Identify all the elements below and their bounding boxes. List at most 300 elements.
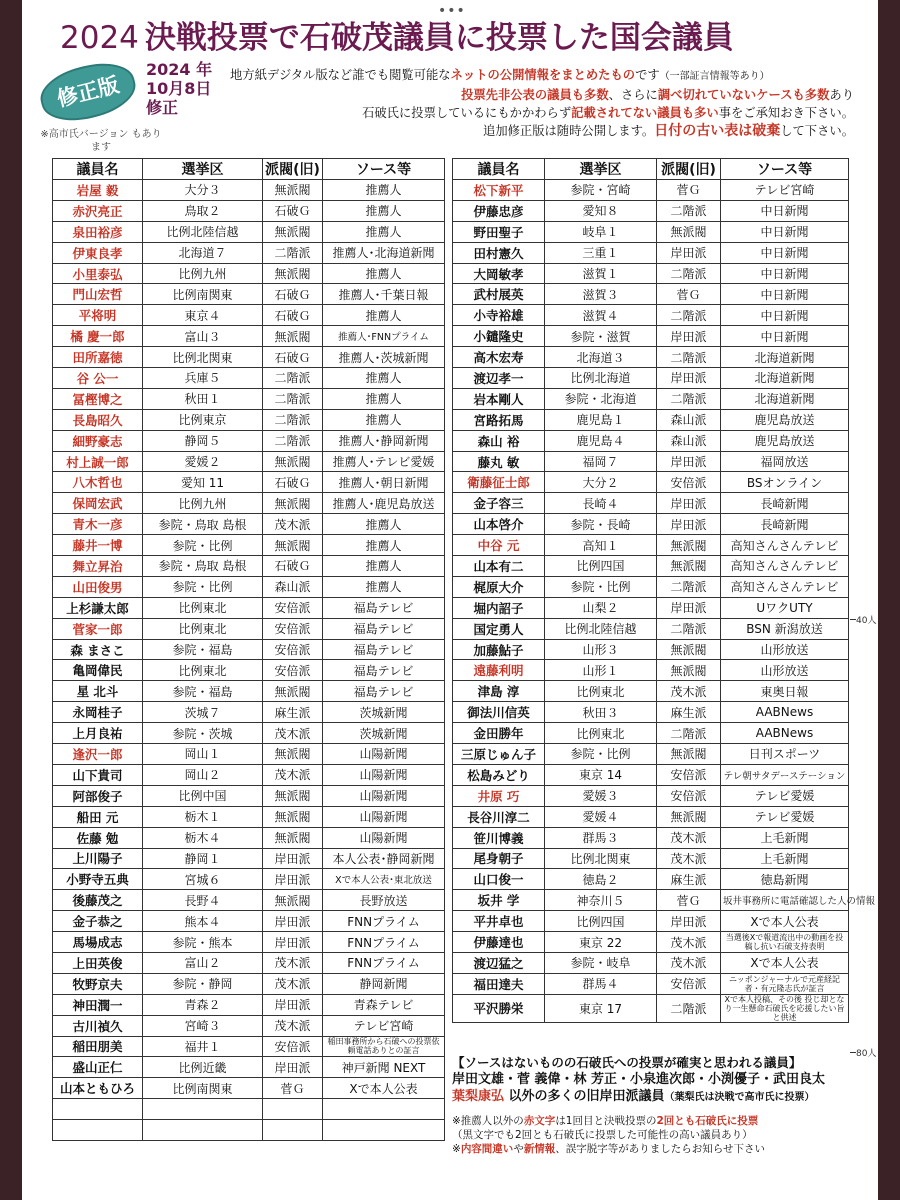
member-name: 阿部俊子 [53,785,143,806]
member-faction: 二階派 [657,263,721,284]
table-row [53,890,445,911]
member-source: 神戸新聞 NEXT [323,1057,445,1078]
member-source: 中日新聞 [721,221,849,242]
member-source: 山形放送 [721,660,849,681]
member-source: 推薦人 [323,263,445,284]
member-source: 高知さんさんテレビ [721,576,849,597]
table-header-row [53,159,445,180]
member-name: 青木一彦 [53,514,143,535]
member-source: Xで本人公表 [323,1078,445,1099]
member-source: 高知さんさんテレビ [721,535,849,556]
member-district: 参院・熊本 [143,932,263,953]
member-name: 細野豪志 [53,430,143,451]
member-district: 参院・長崎 [545,514,657,535]
table-row [53,200,445,221]
member-faction: 二階派 [263,242,323,263]
table-row [53,1036,445,1057]
member-faction [263,1120,323,1141]
member-source: テレビ宮崎 [721,180,849,201]
member-faction: 無派閥 [657,221,721,242]
member-source: 東奥日報 [721,681,849,702]
member-district: 比例東北 [545,681,657,702]
member-district [143,1120,263,1141]
notes-section [452,1054,848,1156]
table-row [53,368,445,389]
title-year: 2024 [60,20,139,56]
member-source: 推薦人･北海道新聞 [323,242,445,263]
footnote-red-text: ※推薦人以外の赤文字は1回目と決戦投票の2回とも石破氏に投票 [452,1115,759,1127]
table-row [53,723,445,744]
member-name: 坂井 学 [453,890,545,911]
member-source: 高知さんさんテレビ [721,556,849,577]
table-row [453,326,849,347]
member-source: 中日新聞 [721,242,849,263]
member-name: 上田英俊 [53,952,143,973]
member-district: 参院・比例 [545,744,657,765]
header-district: 選挙区 [545,159,657,180]
member-source: 鹿児島放送 [721,430,849,451]
member-name: 岩屋 毅 [53,180,143,201]
member-district: 比例九州 [143,493,263,514]
member-source: 茨城新聞 [323,723,445,744]
member-district: 秋田１ [143,388,263,409]
table-row [53,597,445,618]
member-table-left [52,158,445,1141]
member-name: 稲田朋美 [53,1036,143,1057]
member-source: 坂井事務所に電話確認した人の情報 [721,890,849,911]
member-name: 牧野京夫 [53,973,143,994]
member-source: 北海道新聞 [721,368,849,389]
header-name: 議員名 [453,159,545,180]
member-source: 山陽新聞 [323,785,445,806]
member-district: 北海道３ [545,347,657,368]
member-faction: 二階派 [657,994,721,1022]
member-district: 参院・滋賀 [545,326,657,347]
title-text: 決戦投票で石破茂議員に投票した国会議員 [144,20,734,56]
table-row [53,263,445,284]
header-name: 議員名 [53,159,143,180]
member-source: 茨城新聞 [323,702,445,723]
member-faction: 岸田派 [263,848,323,869]
member-name: 松下新平 [453,180,545,201]
member-faction: 無派閥 [263,221,323,242]
member-district: 参院・北海道 [545,388,657,409]
member-district: 大分３ [143,180,263,201]
member-district: 比例東北 [143,660,263,681]
table-row [53,911,445,932]
member-faction: 岸田派 [263,994,323,1015]
member-faction: 安倍派 [263,639,323,660]
table-row [453,702,849,723]
member-faction: 岸田派 [657,451,721,472]
member-name: 小野寺五典 [53,869,143,890]
member-source: 青森テレビ [323,994,445,1015]
member-faction: 茂木派 [263,514,323,535]
table-row [453,827,849,848]
member-district: 愛知８ [545,200,657,221]
member-faction: 無派閥 [263,890,323,911]
member-faction: 無派閥 [263,806,323,827]
table-row [53,326,445,347]
member-source: ニッポンジャーナルで元産経記者・有元隆志氏が証言 [721,973,849,994]
table-row [453,932,849,953]
table-row [453,535,849,556]
member-faction: 石破Ｇ [263,472,323,493]
member-district: 比例東北 [545,723,657,744]
member-faction: 安倍派 [657,785,721,806]
member-name: 後藤茂之 [53,890,143,911]
member-source: 本人公表･静岡新聞 [323,848,445,869]
table-row [53,347,445,368]
table-row [453,660,849,681]
member-name: 中谷 元 [453,535,545,556]
member-source: 推薦人 [323,368,445,389]
member-name: 山田俊男 [53,576,143,597]
member-district: 岡山２ [143,764,263,785]
table-row [53,973,445,994]
member-district: 鹿児島１ [545,409,657,430]
member-faction: 二階派 [657,388,721,409]
member-district: 鹿児島４ [545,430,657,451]
member-name: 金子容三 [453,493,545,514]
member-source: 長崎新聞 [721,493,849,514]
member-name: 上川陽子 [53,848,143,869]
member-source: 山陽新聞 [323,744,445,765]
member-faction: 菅Ｇ [657,284,721,305]
member-faction: 岸田派 [657,514,721,535]
table-row [53,618,445,639]
member-name: 国定勇人 [453,618,545,639]
member-source: FNNプライム [323,952,445,973]
member-district: 比例北海道 [545,368,657,389]
member-source: 推薦人 [323,409,445,430]
member-district: 宮崎３ [143,1015,263,1036]
member-faction: 茂木派 [263,1015,323,1036]
member-faction: 茂木派 [263,764,323,785]
member-faction: 無派閥 [263,451,323,472]
table-row [453,347,849,368]
member-name: 金子恭之 [53,911,143,932]
member-source: 福島テレビ [323,660,445,681]
member-faction: 無派閥 [657,806,721,827]
member-faction: 岸田派 [263,869,323,890]
member-source: 推薦人･FNNプライム [323,326,445,347]
member-name: 泉田裕彦 [53,221,143,242]
member-faction: 石破Ｇ [263,305,323,326]
member-district: 東京 22 [545,932,657,953]
member-district: 岐阜１ [545,221,657,242]
member-name: 高木宏寿 [453,347,545,368]
member-source: 上毛新聞 [721,848,849,869]
intro-text [230,66,870,140]
table-row [453,618,849,639]
table-row [453,430,849,451]
member-source: 推薦人 [323,535,445,556]
page-title [60,12,860,57]
member-name: 山口俊一 [453,869,545,890]
member-source: BSN 新潟放送 [721,618,849,639]
table-row [53,932,445,953]
member-source: 推薦人･静岡新聞 [323,430,445,451]
member-name: 小里泰弘 [53,263,143,284]
member-faction: 二階派 [657,618,721,639]
table-row [453,911,849,932]
table-row [53,681,445,702]
member-faction: 菅Ｇ [263,1078,323,1099]
member-source: 福島テレビ [323,639,445,660]
member-name: 山本啓介 [453,514,545,535]
member-faction: 二階派 [657,200,721,221]
member-faction: 無派閥 [263,535,323,556]
member-name: 田村憲久 [453,242,545,263]
member-source: 山陽新聞 [323,827,445,848]
table-row [453,994,849,1022]
member-source: Xで本人公表 [721,952,849,973]
table-row [453,221,849,242]
table-row [453,200,849,221]
member-faction: 安倍派 [657,472,721,493]
member-source: FNNプライム [323,911,445,932]
member-name: 渡辺猛之 [453,952,545,973]
member-faction: 岸田派 [657,597,721,618]
member-district: 鳥取２ [143,200,263,221]
member-name: 山本ともひろ [53,1078,143,1099]
member-district: 参院・比例 [143,535,263,556]
member-district: 滋賀４ [545,305,657,326]
member-faction: 無派閥 [657,744,721,765]
member-name: 井原 巧 [453,785,545,806]
member-name: 御法川信英 [453,702,545,723]
table-row [453,242,849,263]
member-name: 舞立昇治 [53,556,143,577]
member-district: 参院・福島 [143,681,263,702]
member-district: 長崎４ [545,493,657,514]
member-faction: 無派閥 [263,681,323,702]
table-row [53,1057,445,1078]
member-source: 推薦人･鹿児島放送 [323,493,445,514]
member-name: 武村展英 [453,284,545,305]
intro-line-1: 地方紙デジタル版など誰でも閲覧可能なネットの公開情報をまとめたものです（一部証言情報等あり） [230,68,770,82]
member-faction: 無派閥 [263,827,323,848]
member-name: 森山 裕 [453,430,545,451]
table-row [453,368,849,389]
member-district: 東京 14 [545,764,657,785]
notes-likely-members: 岸田文雄・菅 義偉・林 芳正・小泉進次郎・小渕優子・武田良太 [452,1072,826,1087]
member-source: 中日新聞 [721,305,849,326]
member-district: 熊本４ [143,911,263,932]
member-source: テレビ愛媛 [721,785,849,806]
member-district: 参院・福島 [143,639,263,660]
header-source: ソース等 [323,159,445,180]
table-row [453,952,849,973]
table-row [53,869,445,890]
member-district: 参院・静岡 [143,973,263,994]
member-name: 神田潤一 [53,994,143,1015]
member-district: 秋田３ [545,702,657,723]
member-source: 山陽新聞 [323,764,445,785]
member-name: 森 まさこ [53,639,143,660]
member-source: 推薦人 [323,180,445,201]
table-row [453,597,849,618]
footnote-black-text: （黒文字でも2回とも石破氏に投票した可能性の高い議員あり） [452,1129,753,1141]
member-name [53,1120,143,1141]
member-faction: 菅Ｇ [657,890,721,911]
intro-line-2: 投票先非公表の議員も多数、さらに調べ切れていないケースも多数あり [461,88,854,102]
member-faction: 無派閥 [657,639,721,660]
member-faction: 茂木派 [657,932,721,953]
table-row [453,409,849,430]
table-row [453,388,849,409]
member-faction: 無派閥 [657,535,721,556]
member-faction: 安倍派 [263,597,323,618]
member-faction: 無派閥 [657,660,721,681]
table-row [53,535,445,556]
member-name: 伊藤忠彦 [453,200,545,221]
table-row [453,180,849,201]
table-row [453,514,849,535]
member-source: 静岡新聞 [323,973,445,994]
member-district: 東京４ [143,305,263,326]
table-row [53,514,445,535]
member-name: 亀岡偉民 [53,660,143,681]
table-row [53,1120,445,1141]
member-faction: 茂木派 [657,848,721,869]
member-district [143,1099,263,1120]
member-faction [263,1099,323,1120]
member-source: 福島テレビ [323,618,445,639]
member-name: 佐藤 勉 [53,827,143,848]
intro-line-3: 石破氏に投票しているにもかかわらず記載されてない議員も多い事をご承知おき下さい。 [362,106,854,120]
table-row [453,556,849,577]
member-source: 推薦人･朝日新聞 [323,472,445,493]
right-frame [878,0,900,1200]
member-source: 福島テレビ [323,681,445,702]
member-source: 北海道新聞 [721,347,849,368]
badge-note: ※高市氏バージョン もあります [40,129,162,153]
member-source: 推薦人 [323,200,445,221]
table-row [53,472,445,493]
member-source: AABNews [721,702,849,723]
member-name: 遠藤利明 [453,660,545,681]
member-district: 群馬３ [545,827,657,848]
member-faction: 森山派 [263,576,323,597]
member-district: 静岡１ [143,848,263,869]
member-district: 北海道７ [143,242,263,263]
member-source: 稲田事務所から石破への投票依頼電話ありとの証言 [323,1036,445,1057]
member-name: 金田勝年 [453,723,545,744]
member-district: 参院・鳥取 島根 [143,514,263,535]
table-row [53,848,445,869]
table-row [453,890,849,911]
member-source: 長野放送 [323,890,445,911]
member-faction: 二階派 [263,430,323,451]
member-district: 愛媛２ [143,451,263,472]
member-name: 菅家一郎 [53,618,143,639]
member-source: 推薦人 [323,388,445,409]
member-name: 門山宏哲 [53,284,143,305]
member-district: 愛媛３ [545,785,657,806]
member-source: Xで本人公表･東北放送 [323,869,445,890]
table-row [53,994,445,1015]
header-faction: 派閥(旧) [263,159,323,180]
member-name: 渡辺孝一 [453,368,545,389]
table-row [453,451,849,472]
member-faction: 無派閥 [263,785,323,806]
member-district: 富山２ [143,952,263,973]
table-row [453,848,849,869]
table-row [53,702,445,723]
member-faction: 石破Ｇ [263,200,323,221]
table-row [53,1078,445,1099]
table-row [453,681,849,702]
member-source: 鹿児島放送 [721,409,849,430]
table-row [453,472,849,493]
member-name: 尾身朝子 [453,848,545,869]
member-district: 高知１ [545,535,657,556]
member-faction: 安倍派 [657,764,721,785]
member-faction: 二階派 [657,576,721,597]
member-faction: 岸田派 [657,242,721,263]
table-row [453,263,849,284]
table-row [53,1015,445,1036]
member-source: 福島テレビ [323,597,445,618]
table-row [53,409,445,430]
member-name: 伊藤達也 [453,932,545,953]
member-source: 中日新聞 [721,263,849,284]
member-name: 小鑓隆史 [453,326,545,347]
table-row [53,388,445,409]
member-source: AABNews [721,723,849,744]
member-source: BSオンライン [721,472,849,493]
notes-heading: 【ソースはないものの石破氏への投票が確実と思われる議員】 [452,1055,802,1070]
member-district: 群馬４ [545,973,657,994]
table-row [53,430,445,451]
member-source: 当選後Xで報道流出中の動画を投稿し抗い石破支持表明 [721,932,849,953]
member-source: テレ朝サタデーステーション [721,764,849,785]
member-name: 松島みどり [453,764,545,785]
member-source: Xで本人公表 [721,911,849,932]
member-source [323,1120,445,1141]
member-faction: 菅Ｇ [657,180,721,201]
member-faction: 二階派 [263,388,323,409]
member-faction: 安倍派 [657,973,721,994]
member-faction: 石破Ｇ [263,347,323,368]
table-row [453,764,849,785]
member-district: 滋賀１ [545,263,657,284]
table-row [53,1099,445,1120]
member-district: 参院・宮崎 [545,180,657,201]
member-faction: 岸田派 [657,326,721,347]
member-name: 八木哲也 [53,472,143,493]
member-district: 茨城７ [143,702,263,723]
member-district: 山形１ [545,660,657,681]
member-source: 日刊スポーツ [721,744,849,765]
member-name: 星 北斗 [53,681,143,702]
member-district: 比例南関東 [143,1078,263,1099]
table-header-row [453,159,849,180]
revision-date: 2024 年 10月8日 修正 [146,60,213,117]
member-name: 岩本剛人 [453,388,545,409]
member-district: 三重１ [545,242,657,263]
member-district: 富山３ [143,326,263,347]
member-name: 田所嘉徳 [53,347,143,368]
member-faction: 無派閥 [657,556,721,577]
member-source: テレビ宮崎 [323,1015,445,1036]
member-faction: 二階派 [657,347,721,368]
member-district: 比例近畿 [143,1057,263,1078]
more-options-icon[interactable]: ••• [438,3,466,19]
member-district: 比例九州 [143,263,263,284]
